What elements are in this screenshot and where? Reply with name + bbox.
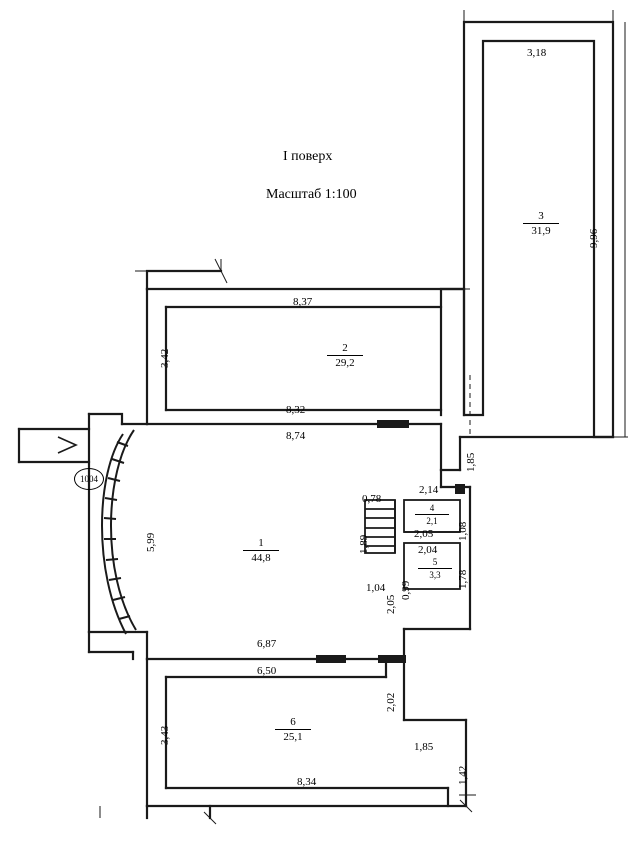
room-4-label bbox=[415, 503, 449, 526]
dim-room2-top: 8,37 bbox=[293, 296, 313, 308]
room-6-area: 25,1 bbox=[275, 729, 311, 743]
dim-bottom-right-142: 1,42 bbox=[457, 765, 469, 785]
room-5-number: 5 bbox=[432, 557, 438, 567]
room-4-area: 2,1 bbox=[415, 514, 449, 526]
dimension-reference-lines bbox=[333, 375, 470, 659]
dim-room6-bottom: 8,34 bbox=[297, 776, 317, 788]
dim-small-bottom-left: 1,04 bbox=[366, 582, 386, 594]
dim-room4-top: 2,14 bbox=[419, 484, 439, 496]
bay-window-wall bbox=[102, 430, 136, 634]
dim-room1-top-inner: 8,32 bbox=[286, 404, 306, 416]
room-6-number: 6 bbox=[290, 716, 296, 728]
dim-room2-left-vert: 3,42 bbox=[159, 348, 171, 368]
dim-right-vert-202: 2,02 bbox=[385, 692, 397, 712]
dim-bottom-right-185: 1,85 bbox=[414, 741, 434, 753]
dim-right-height: 9,96 bbox=[588, 228, 600, 248]
dim-room6-top-outer: 6,50 bbox=[257, 665, 277, 677]
room-stamp-1004: 1004 bbox=[74, 468, 104, 490]
dim-room4-bottom: 2,05 bbox=[414, 528, 434, 540]
dim-room5-right-vert: 1,78 bbox=[457, 569, 469, 589]
door-openings bbox=[316, 420, 465, 663]
room-4-number: 4 bbox=[429, 503, 435, 513]
dim-room4-right-vert: 1,08 bbox=[457, 521, 469, 541]
dim-mid-vert-099: 0,99 bbox=[400, 580, 412, 600]
room-3-area: 31,9 bbox=[523, 223, 559, 237]
dim-room3-left-vert: 1,85 bbox=[465, 452, 477, 472]
dim-mid-vert-205: 2,05 bbox=[385, 594, 397, 614]
dim-room1-top-outer: 8,74 bbox=[286, 430, 306, 442]
room-1-label bbox=[243, 537, 279, 564]
room-1-number: 1 bbox=[258, 537, 264, 549]
room-5-label bbox=[418, 557, 452, 580]
room-6-label bbox=[275, 716, 311, 743]
dim-room6-left-vert: 3,43 bbox=[159, 725, 171, 745]
room-3-label bbox=[523, 210, 559, 237]
page-title: I поверх bbox=[283, 149, 333, 164]
dim-top-right-width: 3,18 bbox=[527, 47, 547, 59]
entrance-arrow-icon bbox=[58, 437, 76, 453]
wall-outlines bbox=[19, 22, 613, 818]
dim-room5-top: 2,04 bbox=[418, 544, 438, 556]
room-5-area: 3,3 bbox=[418, 568, 452, 580]
room-3-number: 3 bbox=[538, 210, 544, 222]
room-2-area: 29,2 bbox=[327, 355, 363, 369]
dim-room6-top-inner: 6,87 bbox=[257, 638, 277, 650]
room-2-label bbox=[327, 342, 363, 369]
scale-label: Масштаб 1:100 bbox=[266, 187, 357, 202]
dim-small-left-vert: 1,89 bbox=[358, 534, 370, 554]
room-2-number: 2 bbox=[342, 342, 348, 354]
room-1-area: 44,8 bbox=[243, 550, 279, 564]
dim-room1-left-vert: 5,99 bbox=[145, 532, 157, 552]
witness-lines bbox=[100, 10, 628, 824]
dim-small-left-width: 0,78 bbox=[362, 493, 382, 505]
